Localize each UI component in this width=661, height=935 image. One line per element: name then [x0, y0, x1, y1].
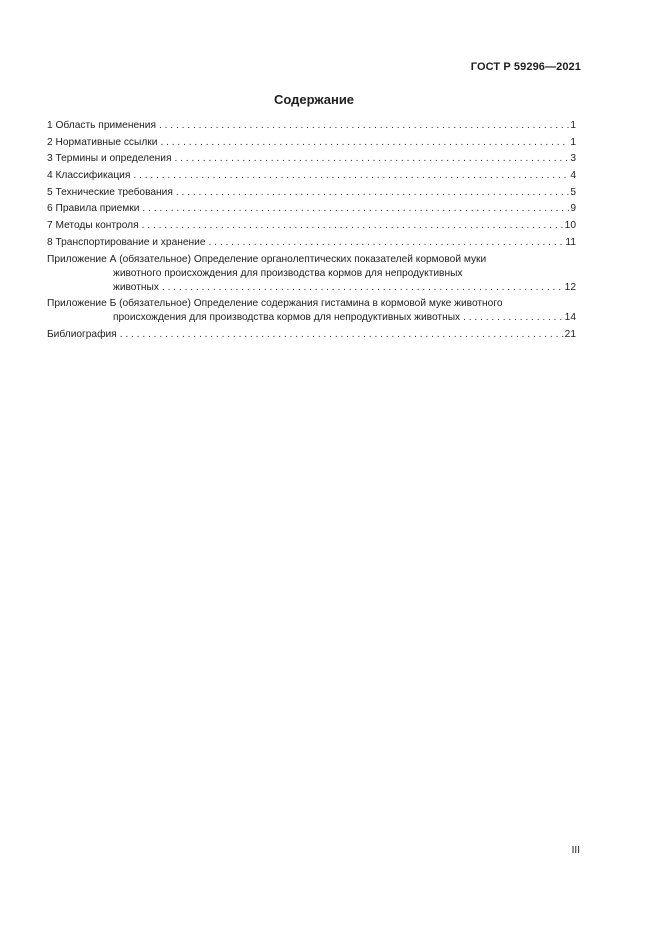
toc-entry-label: 8 Транспортирование и хранение: [47, 236, 206, 248]
toc-entry-appendix-a[interactable]: [47, 253, 576, 295]
toc-leader-dots: [160, 136, 569, 150]
toc-leader-dots: [174, 152, 569, 166]
toc-leader-dots: [209, 236, 565, 250]
toc-leader-dots: [176, 186, 569, 200]
toc-entry-page: 11: [565, 236, 576, 248]
toc-leader-dots: [463, 311, 564, 325]
toc-entry-label: 3 Термины и определения: [47, 153, 172, 165]
toc-entry-page: 9: [570, 203, 576, 215]
toc-entry-appendix-b[interactable]: [47, 297, 576, 325]
toc-entry-technical-requirements[interactable]: [47, 186, 576, 200]
toc-entry-page: 12: [564, 281, 576, 293]
document-code-header: ГОСТ Р 59296—2021: [470, 61, 581, 73]
toc-entry-label: 1 Область применения: [47, 120, 156, 131]
toc-entry-label: 5 Технические требования: [47, 186, 173, 198]
toc-entry-terms[interactable]: [47, 152, 576, 166]
toc-entry-transport-storage[interactable]: [47, 236, 576, 250]
toc-entry-label-line-1: Приложение Б (обязательное) Определение содержания гистамина в кормовой муке животного: [47, 298, 503, 310]
toc-leader-dots: [159, 119, 569, 133]
toc-entry-label: 2 Нормативные ссылки: [47, 136, 158, 148]
toc-entry-label-line-2: происхождения для производства кормов для непродуктивных животных: [113, 312, 461, 324]
toc-leader-dots: [142, 202, 569, 216]
table-of-contents: [47, 119, 576, 345]
toc-entry-page: 14: [564, 312, 576, 324]
toc-entry-page: 1: [570, 120, 576, 131]
toc-entry-bibliography[interactable]: [47, 328, 576, 342]
page-number: III: [571, 845, 580, 856]
toc-title: Содержание: [273, 92, 355, 107]
toc-entry-page: 10: [564, 220, 576, 232]
toc-entry-normative-references[interactable]: [47, 136, 576, 150]
toc-entry-page: 5: [570, 186, 576, 198]
toc-entry-label: 6 Правила приемки: [47, 203, 140, 215]
toc-entry-scope[interactable]: [47, 119, 576, 133]
toc-entry-page: 21: [564, 328, 576, 340]
toc-entry-page: 3: [570, 153, 576, 165]
toc-leader-dots: [120, 328, 564, 342]
toc-entry-page: 4: [570, 170, 576, 182]
toc-entry-label-line-3: животных: [113, 281, 159, 293]
toc-leader-dots: [133, 169, 569, 183]
toc-entry-label: 7 Методы контроля: [47, 220, 139, 232]
toc-entry-control-methods[interactable]: [47, 219, 576, 233]
toc-entry-label: Библиография: [47, 328, 117, 340]
toc-entry-label-line-1: Приложение А (обязательное) Определение органолептических показателей кормовой муки: [47, 253, 487, 265]
toc-entry-label: 4 Классификация: [47, 170, 131, 182]
toc-leader-dots: [162, 281, 564, 295]
toc-entry-page: 1: [570, 136, 576, 148]
toc-entry-classification[interactable]: [47, 169, 576, 183]
toc-leader-dots: [142, 219, 564, 233]
toc-entry-acceptance-rules[interactable]: [47, 202, 576, 216]
toc-entry-label-line-2: животного происхождения для производства кормов для непродуктивных: [113, 267, 463, 279]
